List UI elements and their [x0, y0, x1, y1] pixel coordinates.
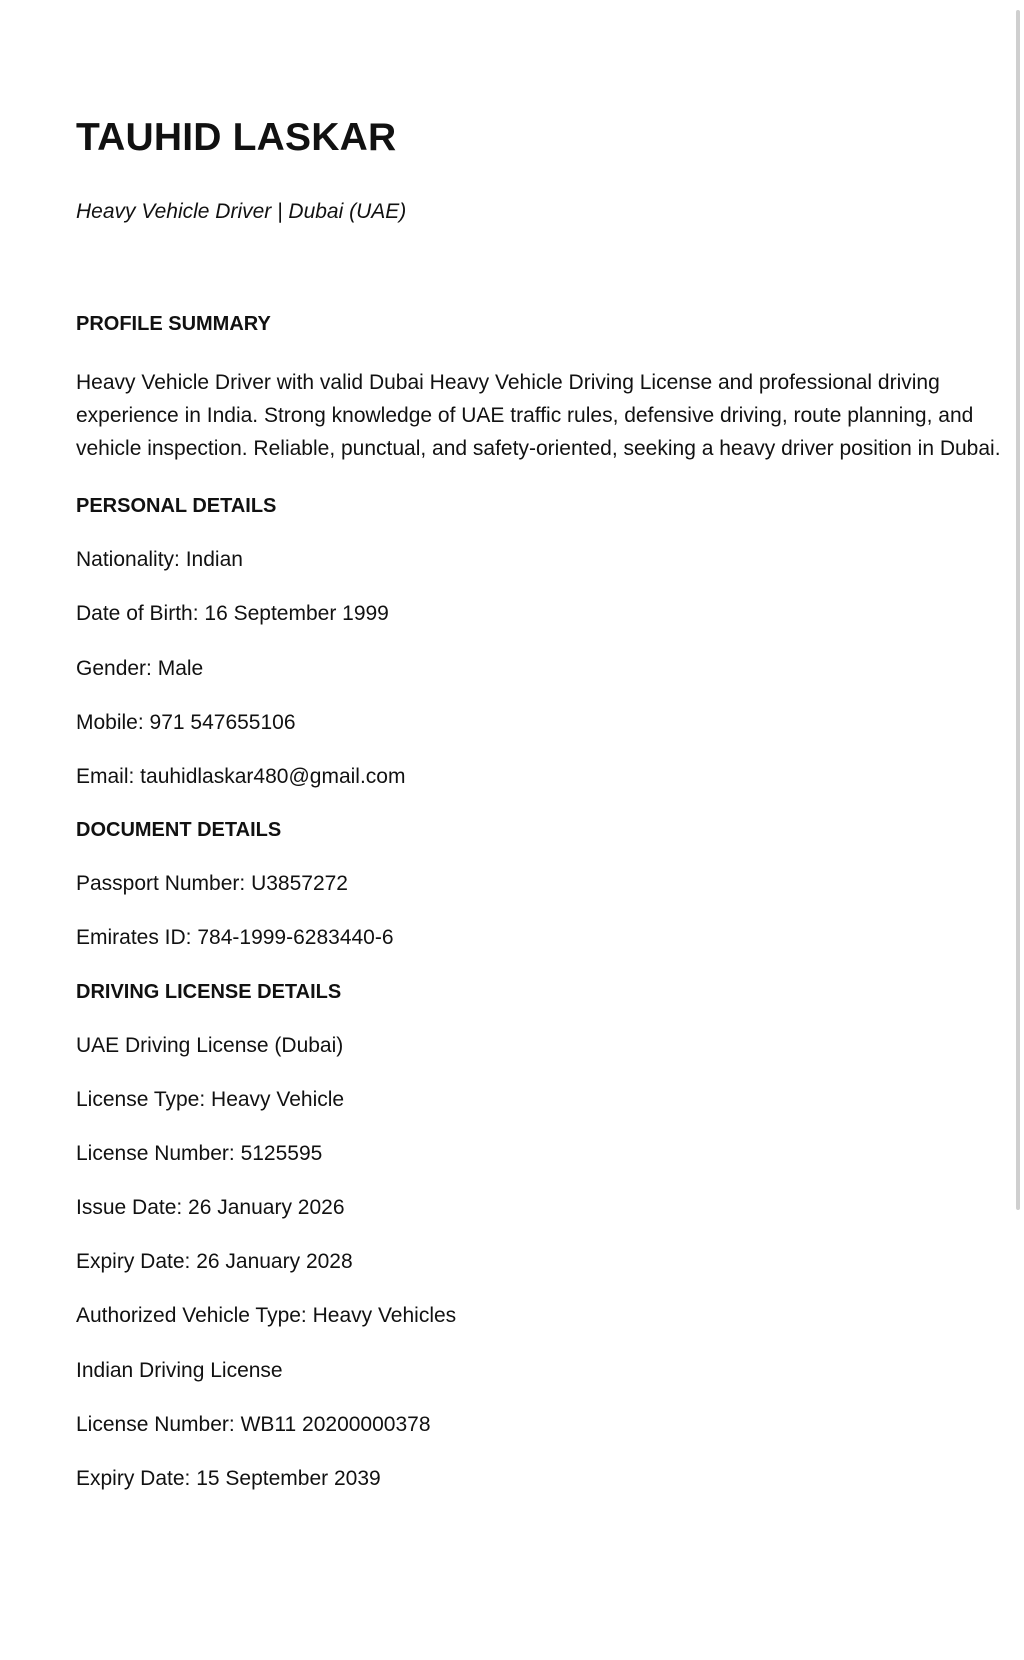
indian-license-number-field: License Number: WB11 20200000378: [76, 1412, 431, 1436]
issue-date-field: Issue Date: 26 January 2026: [76, 1196, 345, 1220]
uae-license-number-field: License Number: 5125595: [76, 1141, 323, 1165]
nationality-field: Nationality: Indian: [76, 548, 243, 572]
passport-number-field: Passport Number: U3857272: [76, 872, 348, 896]
indian-license-label: Indian Driving License: [76, 1358, 283, 1382]
uae-license-label: UAE Driving License (Dubai): [76, 1033, 344, 1057]
driving-license-details-heading: DRIVING LICENSE DETAILS: [76, 980, 342, 1003]
email-field: Email: tauhidlaskar480@gmail.com: [76, 764, 406, 788]
document-details-heading: DOCUMENT DETAILS: [76, 819, 282, 842]
authorized-vehicle-type-field: Authorized Vehicle Type: Heavy Vehicles: [76, 1304, 457, 1328]
applicant-name: TAUHID LASKAR: [76, 116, 397, 159]
gender-field: Gender: Male: [76, 656, 204, 680]
scrollbar[interactable]: [1016, 10, 1020, 1210]
applicant-title: Heavy Vehicle Driver | Dubai (UAE): [76, 200, 407, 223]
personal-details-heading: PERSONAL DETAILS: [76, 495, 277, 518]
profile-summary-text: Heavy Vehicle Driver with valid Dubai Heavy Vehicle Driving License and professional driving experience in India. Strong knowledge of UAE traffic rules, defensive driving, route planning, and vehicle inspection. Reliable, punctual, and safety-oriented, seeking a heavy driver position in Dubai.: [76, 371, 1001, 461]
date-of-birth-field: Date of Birth: 16 September 1999: [76, 602, 389, 626]
indian-expiry-date-field: Expiry Date: 15 September 2039: [76, 1467, 381, 1490]
emirates-id-field: Emirates ID: 784-1999-6283440-6: [76, 926, 394, 950]
mobile-field: Mobile: 971 547655106: [76, 710, 296, 734]
profile-summary-heading: PROFILE SUMMARY: [76, 313, 271, 336]
resume-content: [76, 118, 1016, 1491]
license-type-field: License Type: Heavy Vehicle: [76, 1087, 345, 1111]
uae-expiry-date-field: Expiry Date: 26 January 2028: [76, 1250, 353, 1274]
